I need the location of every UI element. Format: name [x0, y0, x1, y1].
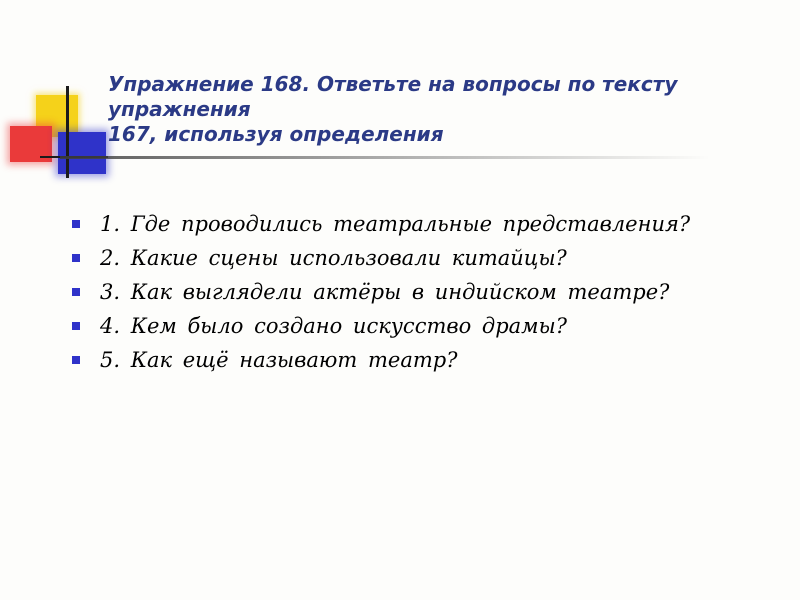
decorative-logo	[0, 0, 120, 190]
list-item	[70, 314, 770, 348]
question-text: 4. Кем было создано искусство драмы?	[100, 314, 567, 338]
list-item	[70, 212, 770, 246]
list-item	[70, 348, 770, 382]
vertical-line-decoration	[66, 86, 69, 178]
list-item	[70, 280, 770, 314]
question-text: 1. Где проводились театральные представления?	[100, 212, 691, 236]
slide-title-line: 167, используя определения	[108, 122, 444, 146]
question-text: 3. Как выглядели актёры в индийском театре?	[100, 280, 670, 304]
list-item	[70, 246, 770, 280]
question-text: 5. Как ещё называют театр?	[100, 348, 458, 372]
slide-title-line: упражнения	[108, 97, 251, 121]
square-bullet-icon	[72, 356, 80, 364]
square-bullet-icon	[72, 220, 80, 228]
slide-title	[108, 72, 688, 147]
question-text: 2. Какие сцены использовали китайцы?	[100, 246, 567, 270]
square-bullet-icon	[72, 322, 80, 330]
square-bullet-icon	[72, 254, 80, 262]
square-bullet-icon	[72, 288, 80, 296]
slide-title-line: Упражнение 168. Ответьте на вопросы по тексту	[108, 72, 678, 96]
title-divider	[60, 156, 710, 159]
question-list	[70, 212, 770, 382]
